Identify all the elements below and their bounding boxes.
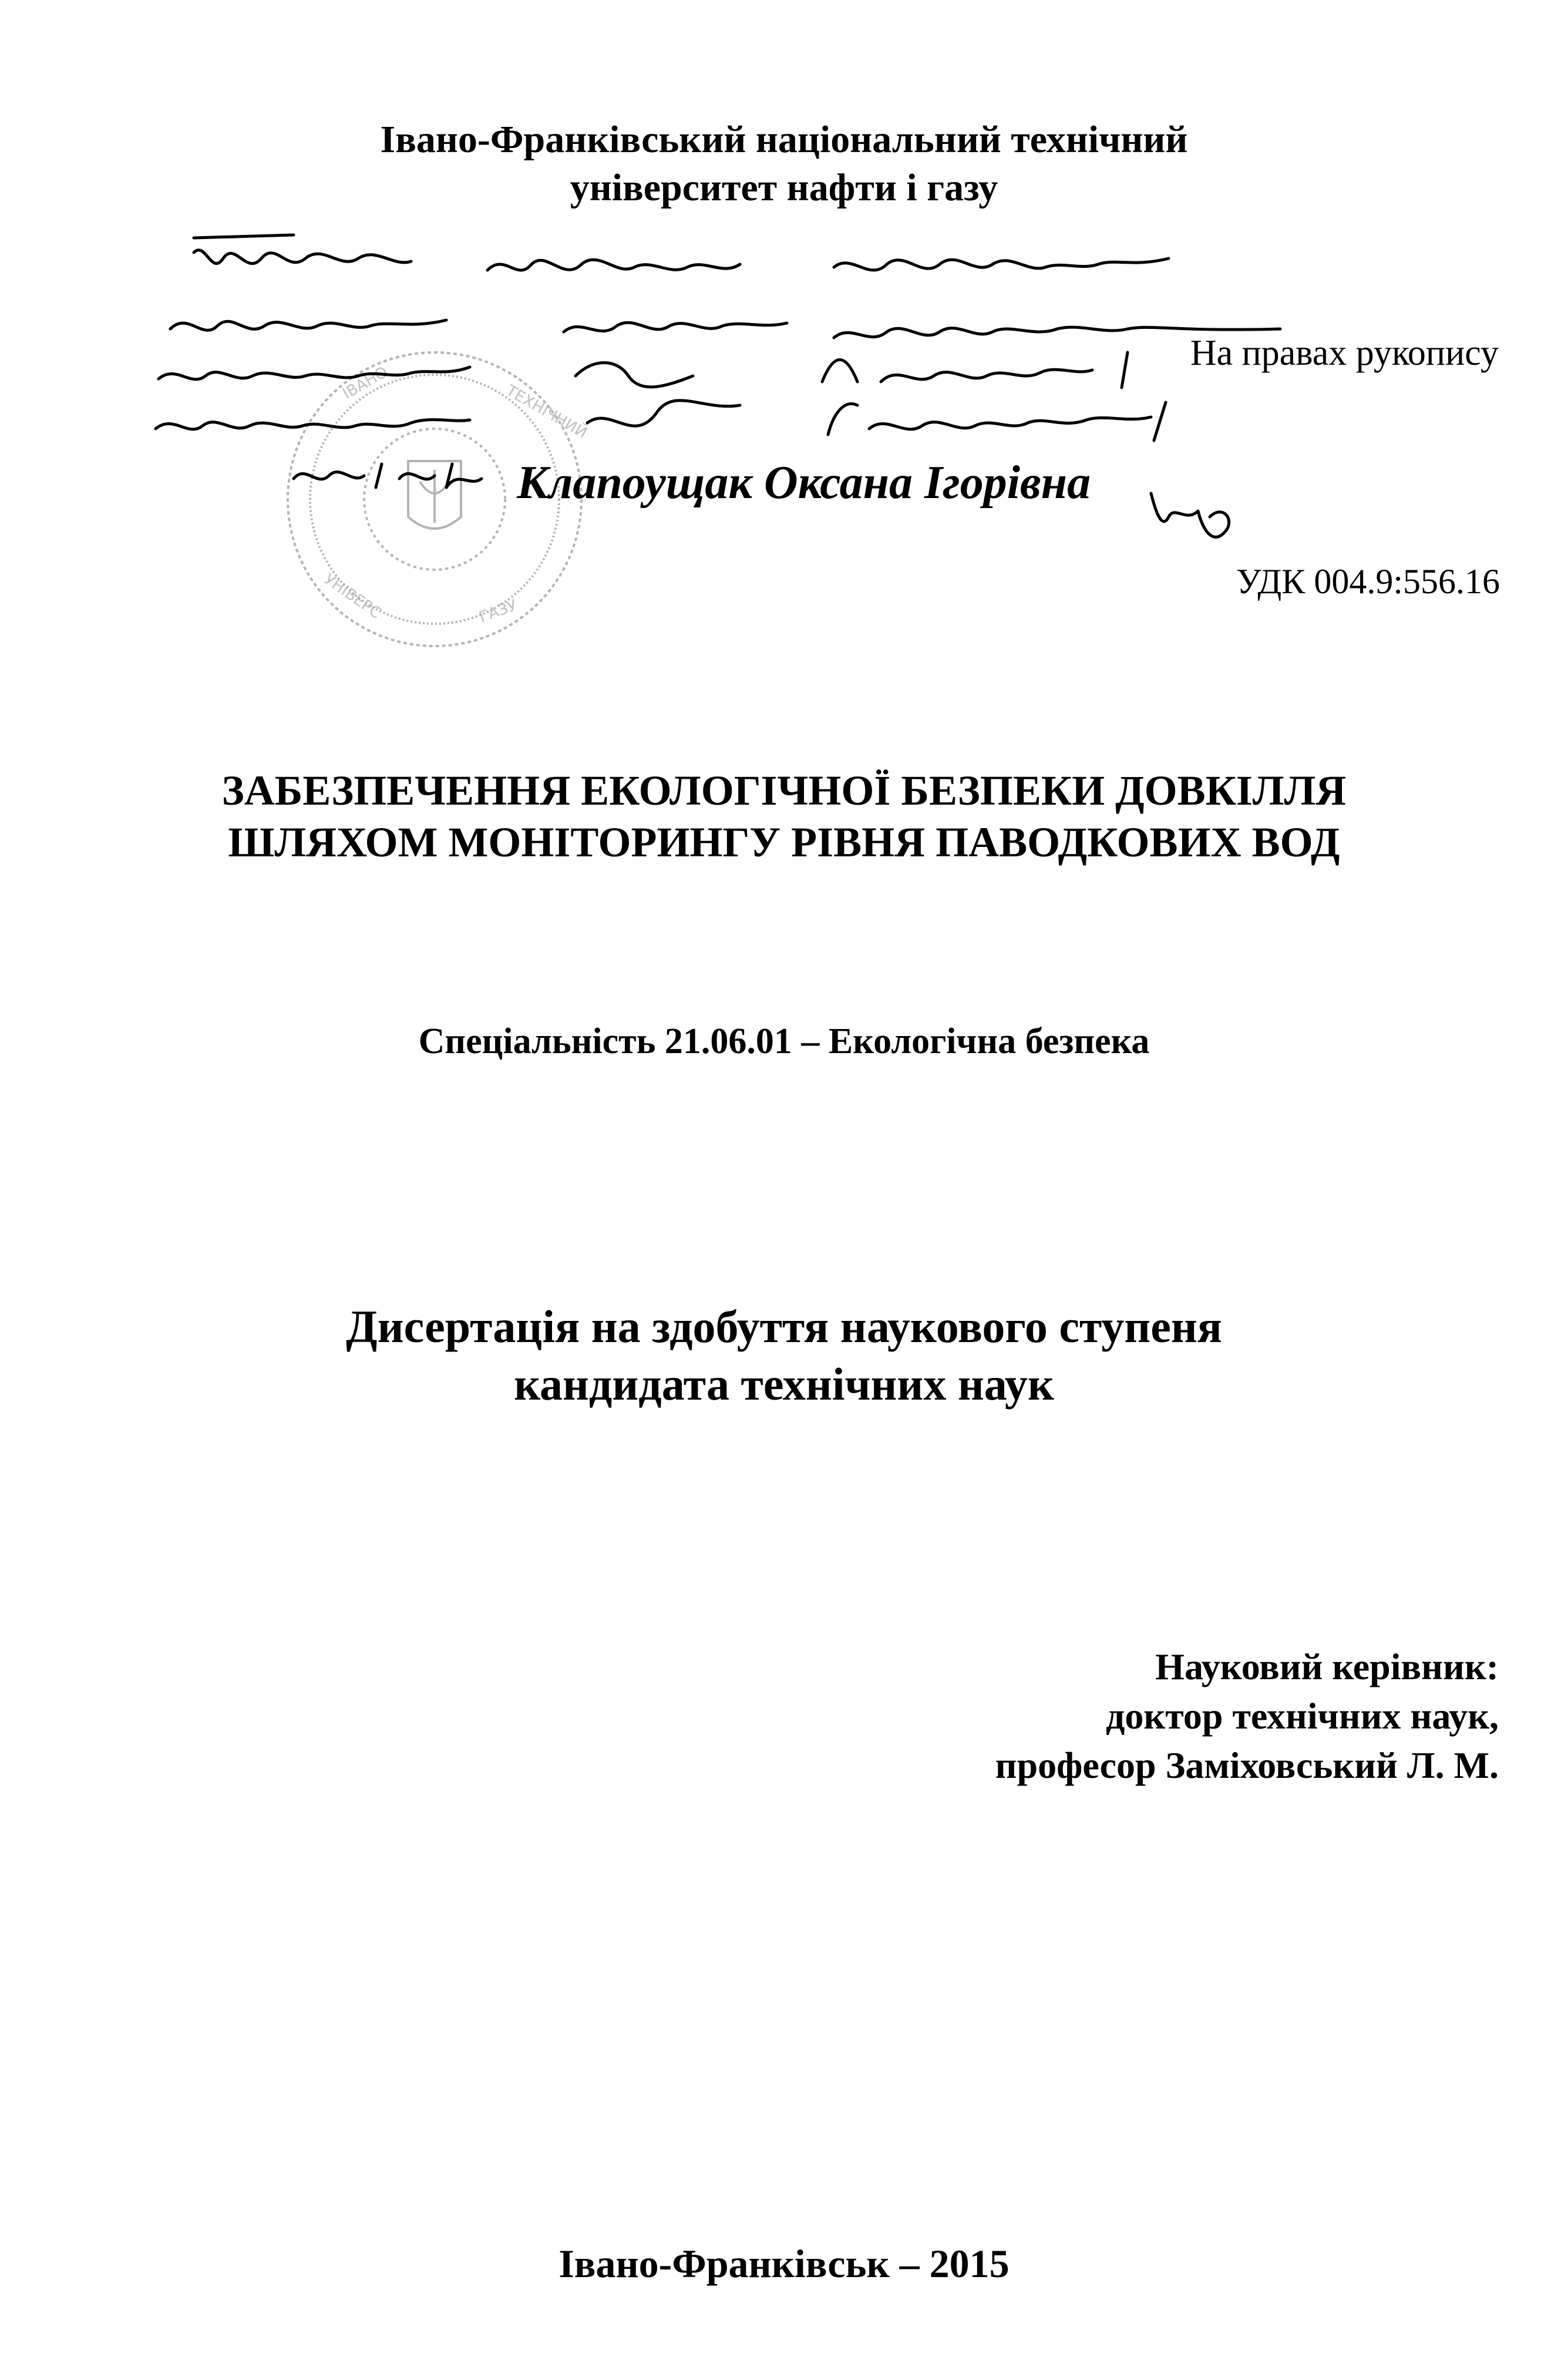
udk-code: УДК 004.9:556.16	[1236, 562, 1500, 601]
university-name-line2: університет нафти і газу	[570, 166, 998, 209]
svg-text:ГАЗУ: ГАЗУ	[477, 596, 520, 627]
degree-statement-line1: Дисертація на здобуття наукового ступеня	[345, 1301, 1223, 1352]
svg-text:ІВАНО: ІВАНО	[339, 363, 391, 403]
dissertation-title-line2: ШЛЯХОМ МОНІТОРИНГУ РІВНЯ ПАВОДКОВИХ ВОД	[228, 819, 1340, 866]
manuscript-rights-note: На правах рукопису	[1190, 333, 1499, 373]
specialty-line: Спеціальність 21.06.01 – Екологічна безпека	[418, 1021, 1150, 1061]
handwritten-certification-note	[0, 0, 1568, 646]
svg-text:ТЕХНІЧНИЙ: ТЕХНІЧНИЙ	[503, 382, 590, 442]
supervisor-label: Науковий керівник:	[1155, 1646, 1499, 1687]
supervisor-name: професор Заміховський Л. М.	[995, 1744, 1499, 1786]
university-name-line1: Івано-Франківський національний технічний	[380, 118, 1188, 161]
degree-statement-line2: кандидата технічних наук	[514, 1359, 1054, 1410]
supervisor-degree: доктор технічних наук,	[1106, 1695, 1499, 1737]
author-name: Клапоущак Оксана Ігорівна	[517, 457, 1091, 509]
dissertation-title-line1: ЗАБЕЗПЕЧЕННЯ ЕКОЛОГІЧНОЇ БЕЗПЕКИ ДОВКІЛЛЯ	[221, 767, 1347, 814]
svg-text:УНІВЕРС: УНІВЕРС	[320, 570, 385, 623]
city-and-year: Івано-Франківськ – 2015	[558, 2241, 1010, 2286]
